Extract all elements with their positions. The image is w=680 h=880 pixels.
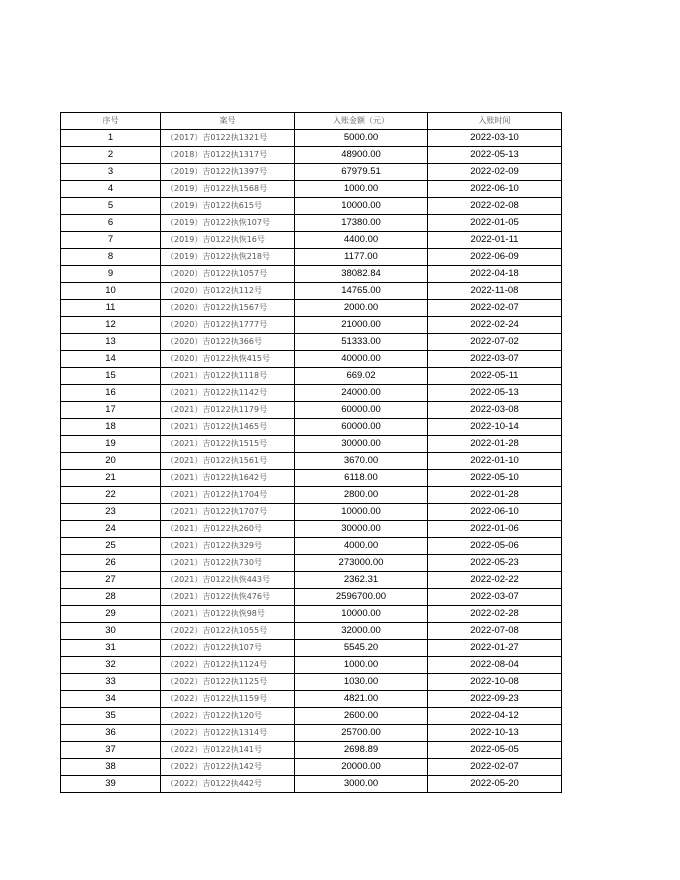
case-number-cell: （2020）吉0122执366号 [161, 334, 295, 351]
date-cell: 2022-02-22 [428, 572, 562, 589]
serial-number-cell: 10 [61, 283, 161, 300]
case-number-cell: （2021）吉0122执1142号 [161, 385, 295, 402]
amount-cell: 1000.00 [295, 657, 428, 674]
date-cell: 2022-05-20 [428, 776, 562, 793]
serial-number-cell: 16 [61, 385, 161, 402]
amount-cell: 67979.51 [295, 164, 428, 181]
table-row [61, 232, 562, 249]
amount-cell: 20000.00 [295, 759, 428, 776]
amount-cell: 10000.00 [295, 198, 428, 215]
amount-cell: 2698.89 [295, 742, 428, 759]
case-number-cell: （2019）吉0122执恢107号 [161, 215, 295, 232]
serial-number-cell: 26 [61, 555, 161, 572]
serial-number-cell: 23 [61, 504, 161, 521]
case-number-cell: （2021）吉0122执730号 [161, 555, 295, 572]
table-row [61, 419, 562, 436]
header-amount: 入账金额（元） [295, 113, 428, 130]
serial-number-cell: 36 [61, 725, 161, 742]
table-row [61, 368, 562, 385]
serial-number-cell: 22 [61, 487, 161, 504]
table-row [61, 436, 562, 453]
case-number-cell: （2021）吉0122执260号 [161, 521, 295, 538]
date-cell: 2022-10-08 [428, 674, 562, 691]
date-cell: 2022-03-10 [428, 130, 562, 147]
date-cell: 2022-02-28 [428, 606, 562, 623]
serial-number-cell: 32 [61, 657, 161, 674]
table-row [61, 725, 562, 742]
table-row [61, 504, 562, 521]
date-cell: 2022-05-23 [428, 555, 562, 572]
case-number-cell: （2019）吉0122执恢218号 [161, 249, 295, 266]
amount-cell: 51333.00 [295, 334, 428, 351]
amount-cell: 38082.84 [295, 266, 428, 283]
amount-cell: 32000.00 [295, 623, 428, 640]
table-row [61, 657, 562, 674]
date-cell: 2022-10-13 [428, 725, 562, 742]
date-cell: 2022-01-28 [428, 487, 562, 504]
date-cell: 2022-01-11 [428, 232, 562, 249]
date-cell: 2022-02-07 [428, 300, 562, 317]
date-cell: 2022-05-11 [428, 368, 562, 385]
serial-number-cell: 14 [61, 351, 161, 368]
table-row [61, 266, 562, 283]
amount-cell: 3000.00 [295, 776, 428, 793]
amount-cell: 2800.00 [295, 487, 428, 504]
case-number-cell: （2021）吉0122执1707号 [161, 504, 295, 521]
amount-cell: 30000.00 [295, 521, 428, 538]
table-body [61, 130, 562, 793]
serial-number-cell: 27 [61, 572, 161, 589]
serial-number-cell: 24 [61, 521, 161, 538]
table-row [61, 555, 562, 572]
table-row [61, 487, 562, 504]
case-number-cell: （2019）吉0122执1397号 [161, 164, 295, 181]
table-row [61, 164, 562, 181]
date-cell: 2022-01-06 [428, 521, 562, 538]
amount-cell: 4821.00 [295, 691, 428, 708]
table-row [61, 215, 562, 232]
case-number-cell: （2019）吉0122执615号 [161, 198, 295, 215]
amount-cell: 6118.00 [295, 470, 428, 487]
case-number-cell: （2021）吉0122执1465号 [161, 419, 295, 436]
header-case-number: 案号 [161, 113, 295, 130]
date-cell: 2022-05-05 [428, 742, 562, 759]
date-cell: 2022-11-08 [428, 283, 562, 300]
date-cell: 2022-04-12 [428, 708, 562, 725]
case-number-cell: （2020）吉0122执1567号 [161, 300, 295, 317]
amount-cell: 1030.00 [295, 674, 428, 691]
table-row [61, 572, 562, 589]
serial-number-cell: 31 [61, 640, 161, 657]
date-cell: 2022-01-10 [428, 453, 562, 470]
amount-cell: 21000.00 [295, 317, 428, 334]
serial-number-cell: 20 [61, 453, 161, 470]
serial-number-cell: 39 [61, 776, 161, 793]
serial-number-cell: 13 [61, 334, 161, 351]
table-row [61, 402, 562, 419]
table-row [61, 300, 562, 317]
serial-number-cell: 37 [61, 742, 161, 759]
serial-number-cell: 35 [61, 708, 161, 725]
table-row [61, 283, 562, 300]
table-row [61, 317, 562, 334]
table-row [61, 521, 562, 538]
amount-cell: 2000.00 [295, 300, 428, 317]
amount-cell: 2362.31 [295, 572, 428, 589]
serial-number-cell: 17 [61, 402, 161, 419]
case-number-cell: （2022）吉0122执120号 [161, 708, 295, 725]
case-number-cell: （2020）吉0122执1057号 [161, 266, 295, 283]
table-row [61, 198, 562, 215]
date-cell: 2022-04-18 [428, 266, 562, 283]
serial-number-cell: 34 [61, 691, 161, 708]
case-number-cell: （2022）吉0122执1314号 [161, 725, 295, 742]
date-cell: 2022-06-10 [428, 504, 562, 521]
amount-cell: 669.02 [295, 368, 428, 385]
amount-cell: 1177.00 [295, 249, 428, 266]
case-number-cell: （2019）吉0122执1568号 [161, 181, 295, 198]
case-number-cell: （2022）吉0122执1055号 [161, 623, 295, 640]
table-row [61, 334, 562, 351]
date-cell: 2022-05-10 [428, 470, 562, 487]
serial-number-cell: 12 [61, 317, 161, 334]
serial-number-cell: 8 [61, 249, 161, 266]
case-number-cell: （2019）吉0122执恢16号 [161, 232, 295, 249]
amount-cell: 30000.00 [295, 436, 428, 453]
table-row [61, 776, 562, 793]
amount-cell: 10000.00 [295, 504, 428, 521]
case-number-cell: （2021）吉0122执恢476号 [161, 589, 295, 606]
serial-number-cell: 7 [61, 232, 161, 249]
date-cell: 2022-05-13 [428, 147, 562, 164]
case-number-cell: （2021）吉0122执1179号 [161, 402, 295, 419]
serial-number-cell: 15 [61, 368, 161, 385]
table-row [61, 385, 562, 402]
amount-cell: 1000.00 [295, 181, 428, 198]
amount-cell: 273000.00 [295, 555, 428, 572]
amount-cell: 3670.00 [295, 453, 428, 470]
case-number-cell: （2022）吉0122执442号 [161, 776, 295, 793]
serial-number-cell: 2 [61, 147, 161, 164]
amount-cell: 60000.00 [295, 402, 428, 419]
case-number-cell: （2022）吉0122执107号 [161, 640, 295, 657]
table-row [61, 606, 562, 623]
case-number-cell: （2021）吉0122执1515号 [161, 436, 295, 453]
table-row [61, 130, 562, 147]
case-number-cell: （2021）吉0122执恢443号 [161, 572, 295, 589]
serial-number-cell: 18 [61, 419, 161, 436]
case-number-cell: （2021）吉0122执1704号 [161, 487, 295, 504]
amount-cell: 4400.00 [295, 232, 428, 249]
case-number-cell: （2021）吉0122执329号 [161, 538, 295, 555]
case-number-cell: （2022）吉0122执1159号 [161, 691, 295, 708]
amount-cell: 60000.00 [295, 419, 428, 436]
table-row [61, 640, 562, 657]
table-row [61, 589, 562, 606]
amount-cell: 5545.20 [295, 640, 428, 657]
table-row [61, 691, 562, 708]
date-cell: 2022-06-10 [428, 181, 562, 198]
date-cell: 2022-01-27 [428, 640, 562, 657]
date-cell: 2022-01-28 [428, 436, 562, 453]
serial-number-cell: 30 [61, 623, 161, 640]
amount-cell: 2596700.00 [295, 589, 428, 606]
case-number-cell: （2022）吉0122执1124号 [161, 657, 295, 674]
table-row [61, 453, 562, 470]
date-cell: 2022-03-08 [428, 402, 562, 419]
serial-number-cell: 3 [61, 164, 161, 181]
case-number-cell: （2022）吉0122执1125号 [161, 674, 295, 691]
case-number-cell: （2020）吉0122执1777号 [161, 317, 295, 334]
amount-cell: 25700.00 [295, 725, 428, 742]
date-cell: 2022-10-14 [428, 419, 562, 436]
date-cell: 2022-03-07 [428, 589, 562, 606]
table-row [61, 708, 562, 725]
header-date: 入账时间 [428, 113, 562, 130]
table-row [61, 742, 562, 759]
case-number-cell: （2018）吉0122执1317号 [161, 147, 295, 164]
case-number-cell: （2020）吉0122执112号 [161, 283, 295, 300]
amount-cell: 24000.00 [295, 385, 428, 402]
date-cell: 2022-05-13 [428, 385, 562, 402]
serial-number-cell: 11 [61, 300, 161, 317]
amount-cell: 14765.00 [295, 283, 428, 300]
table-row [61, 470, 562, 487]
table-row [61, 538, 562, 555]
table-row [61, 181, 562, 198]
case-number-cell: （2022）吉0122执142号 [161, 759, 295, 776]
date-cell: 2022-06-09 [428, 249, 562, 266]
table-row [61, 249, 562, 266]
case-number-cell: （2021）吉0122执恢98号 [161, 606, 295, 623]
case-number-cell: （2020）吉0122执恢415号 [161, 351, 295, 368]
amount-cell: 40000.00 [295, 351, 428, 368]
table-row [61, 147, 562, 164]
amount-cell: 2600.00 [295, 708, 428, 725]
serial-number-cell: 19 [61, 436, 161, 453]
date-cell: 2022-02-09 [428, 164, 562, 181]
table-header-row [61, 113, 562, 130]
amount-cell: 48900.00 [295, 147, 428, 164]
serial-number-cell: 5 [61, 198, 161, 215]
serial-number-cell: 9 [61, 266, 161, 283]
case-number-cell: （2022）吉0122执141号 [161, 742, 295, 759]
serial-number-cell: 6 [61, 215, 161, 232]
serial-number-cell: 33 [61, 674, 161, 691]
serial-number-cell: 29 [61, 606, 161, 623]
date-cell: 2022-01-05 [428, 215, 562, 232]
serial-number-cell: 38 [61, 759, 161, 776]
serial-number-cell: 4 [61, 181, 161, 198]
date-cell: 2022-02-08 [428, 198, 562, 215]
serial-number-cell: 1 [61, 130, 161, 147]
case-number-cell: （2021）吉0122执1561号 [161, 453, 295, 470]
date-cell: 2022-07-08 [428, 623, 562, 640]
serial-number-cell: 28 [61, 589, 161, 606]
case-number-cell: （2021）吉0122执1118号 [161, 368, 295, 385]
serial-number-cell: 21 [61, 470, 161, 487]
table-row [61, 759, 562, 776]
amount-cell: 10000.00 [295, 606, 428, 623]
table-row [61, 351, 562, 368]
receipts-table [60, 112, 562, 793]
case-number-cell: （2021）吉0122执1642号 [161, 470, 295, 487]
date-cell: 2022-07-02 [428, 334, 562, 351]
table-row [61, 623, 562, 640]
date-cell: 2022-02-07 [428, 759, 562, 776]
amount-cell: 4000.00 [295, 538, 428, 555]
header-serial-number: 序号 [61, 113, 161, 130]
table-row [61, 674, 562, 691]
date-cell: 2022-08-04 [428, 657, 562, 674]
amount-cell: 17380.00 [295, 215, 428, 232]
date-cell: 2022-09-23 [428, 691, 562, 708]
date-cell: 2022-03-07 [428, 351, 562, 368]
date-cell: 2022-05-06 [428, 538, 562, 555]
date-cell: 2022-02-24 [428, 317, 562, 334]
serial-number-cell: 25 [61, 538, 161, 555]
case-number-cell: （2017）吉0122执1321号 [161, 130, 295, 147]
amount-cell: 5000.00 [295, 130, 428, 147]
